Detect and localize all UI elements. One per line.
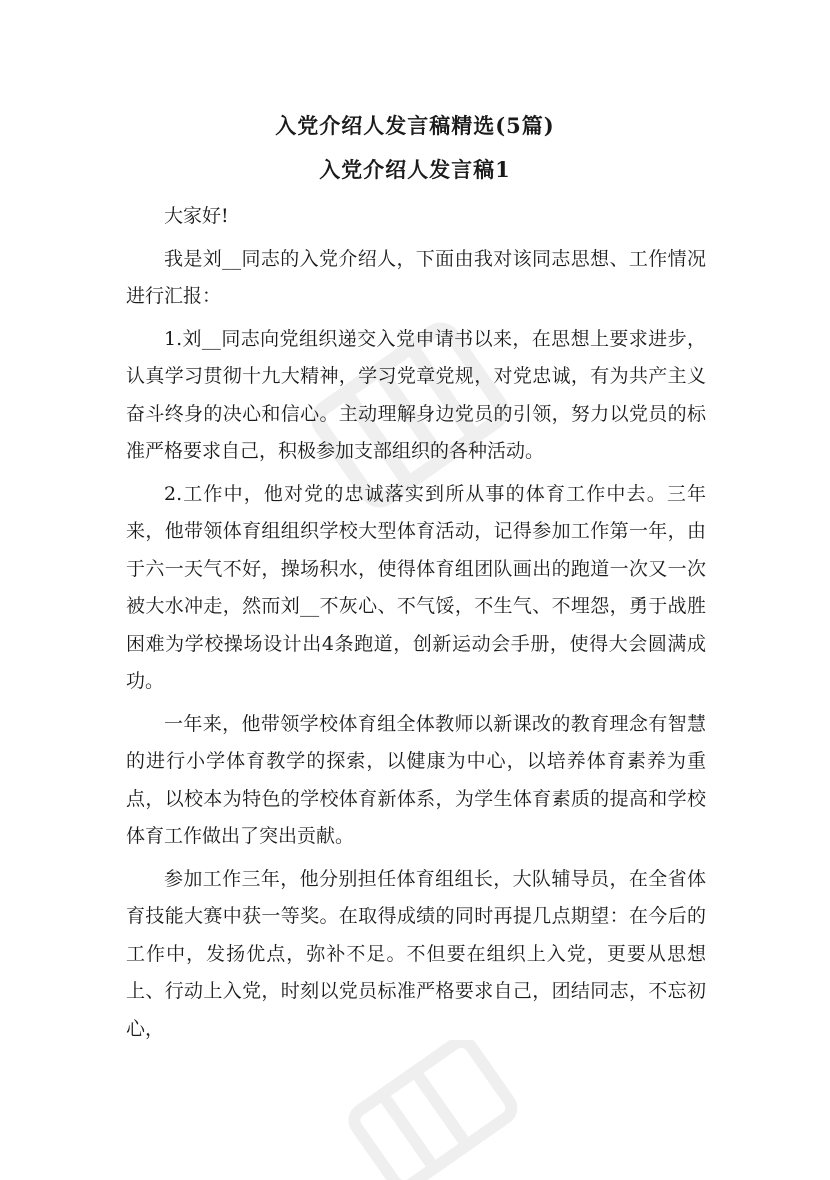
paragraph-point-1: 1.刘__同志向党组织递交入党申请书以来，在思想上要求进步，认真学习贯彻十九大精神，学习党章党规，对党忠诚，有为共产主义奋斗终身的决心和信心。主动理解身边党员的引领，努力以党员的标准严格要求自己，积极参加支部组织的各种活动。: [126, 327, 706, 462]
document-title: 入党介绍人发言稿精选(5篇): [275, 113, 555, 138]
paragraph-point-2: 2.工作中，他对党的忠诚落实到所从事的体育工作中去。三年来，他带领体育组组织学校大型体育活动，记得参加工作第一年，由于六一天气不好，操场积水，使得体育组团队画出的跑道一次又一次被大水冲走，然而刘__不灰心、不气馁，不生气、不埋怨，勇于战胜困难为学校操场设计出4条跑道，创新运动会手册，使得大会圆满成功。: [126, 482, 706, 692]
paragraph-expectations: 参加工作三年，他分别担任体育组组长，大队辅导员，在全省体育技能大赛中获一等奖。在取得成绩的同时再提几点期望：在今后的工作中，发扬优点，弥补不足。不但要在组织上入党，更要从思想上、行动上入党，时刻以党员标准严格要求自己，团结同志，不忘初心，: [126, 867, 706, 1040]
paragraph-intro: 我是刘__同志的入党介绍人，下面由我对该同志思想、工作情况进行汇报：: [126, 247, 706, 307]
paragraph-year-review: 一年来，他带领学校体育组全体教师以新课改的教育理念有智慧的进行小学体育教学的探索，以健康为中心，以培养体育素养为重点，以校本为特色的学校体育新体系，为学生体育素质的提高和学校体育工作做出了突出贡献。: [126, 712, 706, 847]
section-title: 入党介绍人发言稿1: [319, 157, 511, 182]
document-body: [126, 198, 706, 1053]
paragraph-greeting: 大家好!: [164, 205, 229, 227]
watermark-logo-icon: [330, 1040, 530, 1180]
